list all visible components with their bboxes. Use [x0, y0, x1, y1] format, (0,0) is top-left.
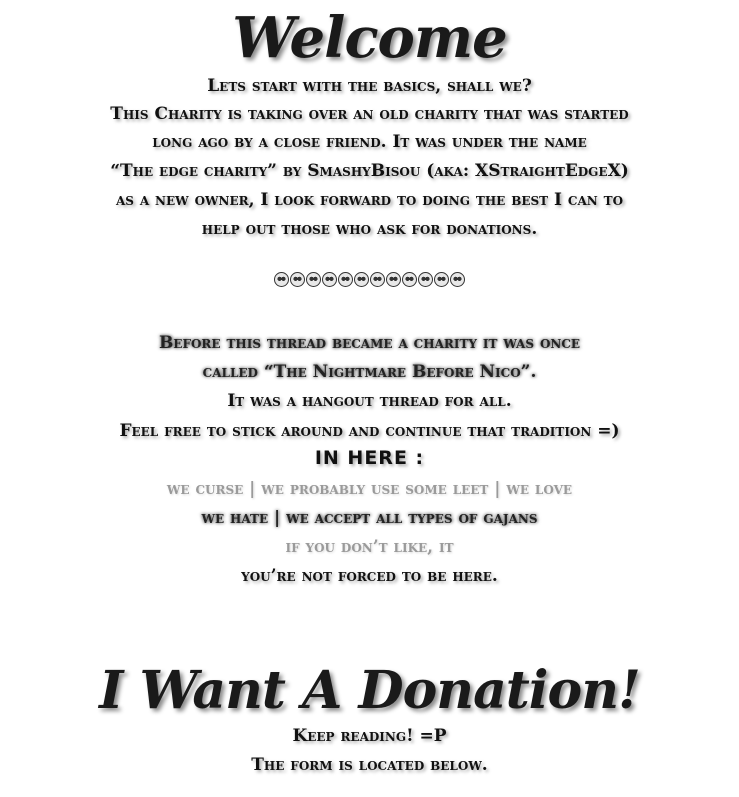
history-line-3: It was a hangout thread for all.: [227, 391, 512, 411]
skull-icon: [402, 272, 417, 287]
skull-icon: [370, 272, 385, 287]
donation-line-2: The form is located below.: [251, 755, 488, 775]
donation-title: I Want A Donation!: [99, 660, 640, 721]
skull-icon: [354, 272, 369, 287]
rules-line-1: we curse | we probably use some leet | we love: [166, 479, 573, 499]
history-line-4: Feel free to stick around and continue that tradition =): [119, 421, 620, 441]
skull-divider: [0, 272, 739, 287]
rules-heading: IN HERE :: [314, 447, 425, 469]
skull-icon: [450, 272, 465, 287]
welcome-title: Welcome: [232, 5, 507, 71]
skull-icon: [386, 272, 401, 287]
skull-icon: [274, 272, 289, 287]
skull-icon: [338, 272, 353, 287]
welcome-line-6: help out those who ask for donations.: [201, 219, 538, 239]
rules-line-2: we hate | we accept all types of gajans: [201, 508, 538, 528]
skull-icon: [418, 272, 433, 287]
skull-icon: [306, 272, 321, 287]
welcome-line-1: Lets start with the basics, shall we?: [207, 76, 532, 96]
skull-icon: [434, 272, 449, 287]
welcome-line-5: as a new owner, I look forward to doing the best I can to: [115, 190, 624, 210]
skull-icon: [322, 272, 337, 287]
history-line-2: called “The Nightmare Before Nico”.: [202, 362, 537, 382]
skull-icon: [290, 272, 305, 287]
welcome-line-2: This Charity is taking over an old charity that was started: [110, 104, 629, 124]
welcome-line-3: long ago by a close friend. It was under the name: [152, 132, 587, 152]
donation-line-1: Keep reading! =P: [292, 726, 447, 746]
rules-line-3: if you don’t like, it: [285, 537, 454, 557]
history-line-1: Before this thread became a charity it was once: [158, 333, 581, 353]
welcome-line-4: “The edge charity” by SmashyBisou (aka: XStraightEdgeX): [110, 161, 629, 181]
rules-line-4: you’re not forced to be here.: [241, 566, 498, 586]
